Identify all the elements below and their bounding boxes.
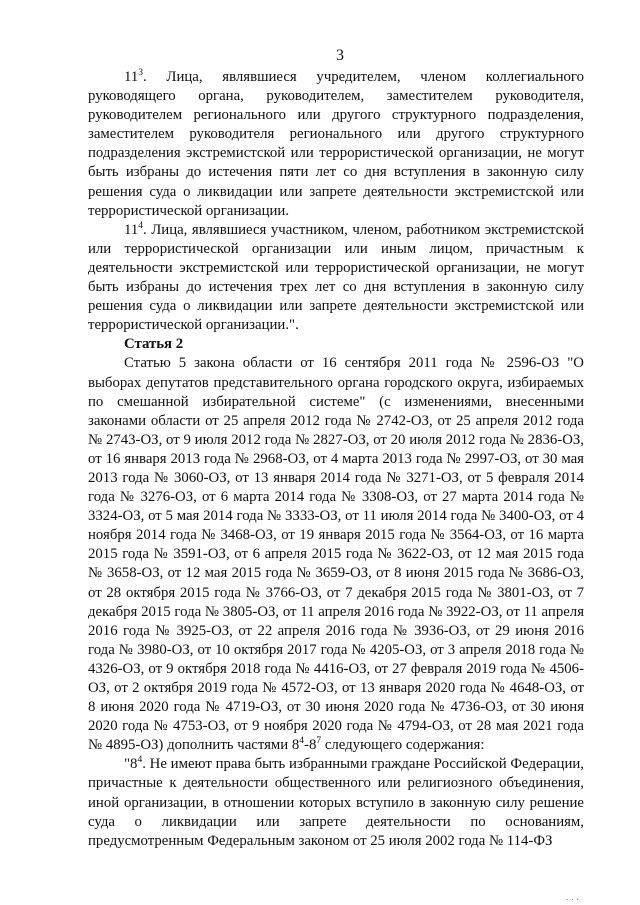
clause-prefix: "8 xyxy=(124,756,138,773)
paragraph-11-4 xyxy=(88,221,584,336)
paragraph-8-4 xyxy=(88,755,584,850)
part-range-dash: -8 xyxy=(304,737,317,754)
part-end-superscript: 7 xyxy=(316,736,322,747)
clause-superscript: 4 xyxy=(138,220,143,231)
page-number: 3 xyxy=(336,47,344,64)
clause-superscript: 3 xyxy=(138,68,143,79)
document-body xyxy=(88,68,584,851)
part-start-superscript: 4 xyxy=(299,736,305,747)
clause-number: 11 xyxy=(124,69,139,85)
clause-text: . Не имеют права быть избранными граждане Российской Федерации, причастные к деятельности общественного или религиозного объединения, иной организации, в отношении которых вступило в законную силу решение суда о ликвидации или запрете деятельности по основаниям, предусмотренным Федеральным законом от 25 июля 2002 года № 114-ФЗ xyxy=(88,756,584,849)
article-2-paragraph xyxy=(88,354,584,755)
clause-text: . Лица, являвшиеся участником, членом, работником экстремистской или террористической организации или иным лицом, причастным к деятельности экстремистской или террористической организации, не могут быть избраны до истечения трех лет со дня вступления в законную силу решения суда о ликвидации или запрете деятельности экстремистской или террористической организации.". xyxy=(88,221,584,334)
article-2-heading: Статья 2 xyxy=(124,336,184,353)
clause-number: 11 xyxy=(124,221,139,238)
footer-mark: ... xyxy=(566,892,582,902)
clause-superscript: 4 xyxy=(137,755,143,766)
paragraph-11-3 xyxy=(88,68,584,221)
article-2-text-end: следующего содержания: xyxy=(321,737,485,754)
article-2-text: Статью 5 закона области от 16 сентября 2011 года № 2596-ОЗ "О выборах депутатов представительного органа городского округа, избираемых по смешанной избирательной системе" (с изменениями, внесенными законами области от 25 апреля 2012 года № 2742-ОЗ, от 25 апреля 2012 года № 2743-ОЗ, от 9 июля 2012 года № 2827-ОЗ, от 20 июля 2012 года № 2836-ОЗ, от 16 января 2013 года № 2968-ОЗ, от 4 марта 2013 года № 2997-ОЗ, от 30 мая 2013 года № 3060-ОЗ, от 13 января 2014 года № 3271-ОЗ, от 5 февраля 2014 года № 3276-ОЗ, от 6 марта 2014 года № 3308-ОЗ, от 27 марта 2014 года № 3324-ОЗ, от 5 мая 2014 года № 3333-ОЗ, от 11 июля 2014 года № 3400-ОЗ, от 4 ноября 2014 года № 3468-ОЗ, от 19 января 2015 года № 3564-ОЗ, от 16 марта 2015 года № 3591-ОЗ, от 6 апреля 2015 года № 3622-ОЗ, от 12 мая 2015 года № 3658-ОЗ, от 12 мая 2015 года № 3659-ОЗ, от 8 июня 2015 года № 3686-ОЗ, от 28 октября 2015 года № 3766-ОЗ, от 7 декабря 2015 года № 3801-ОЗ, от 7 декабря 2015 года № 3805-ОЗ, от 11 апреля 2016 года № 3922-ОЗ, от 11 апреля 2016 года № 3925-ОЗ, от 22 апреля 2016 года № 3936-ОЗ, от 29 июня 2016 года № 3980-ОЗ, от 10 октября 2017 года № 4205-ОЗ, от 3 апреля 2018 года № 4326-ОЗ, от 9 октября 2018 года № 4416-ОЗ, от 27 февраля 2019 года № 4506-ОЗ, от 2 октября 2019 года № 4572-ОЗ, от 13 января 2020 года № 4648-ОЗ, от 8 июня 2020 года № 4719-ОЗ, от 30 июня 2020 года № 4736-ОЗ, от 30 июня 2020 года № 4753-ОЗ, от 9 ноября 2020 года № 4794-ОЗ, от 28 мая 2021 года № 4895-ОЗ) дополнить частями 8 xyxy=(88,355,584,754)
clause-text: . Лица, являвшиеся учредителем, членом коллегиального руководящего органа, руководителем, заместителем руководителя, руководителем регионального или другого структурного подразделения, заместителем руководителя регионального или другого структурного подразделения экстремистской или террористической организации, не могут быть избраны до истечения пяти лет со дня вступления в законную силу решения суда о ликвидации или запрете деятельности экстремистской или террористической организации. xyxy=(88,69,584,219)
